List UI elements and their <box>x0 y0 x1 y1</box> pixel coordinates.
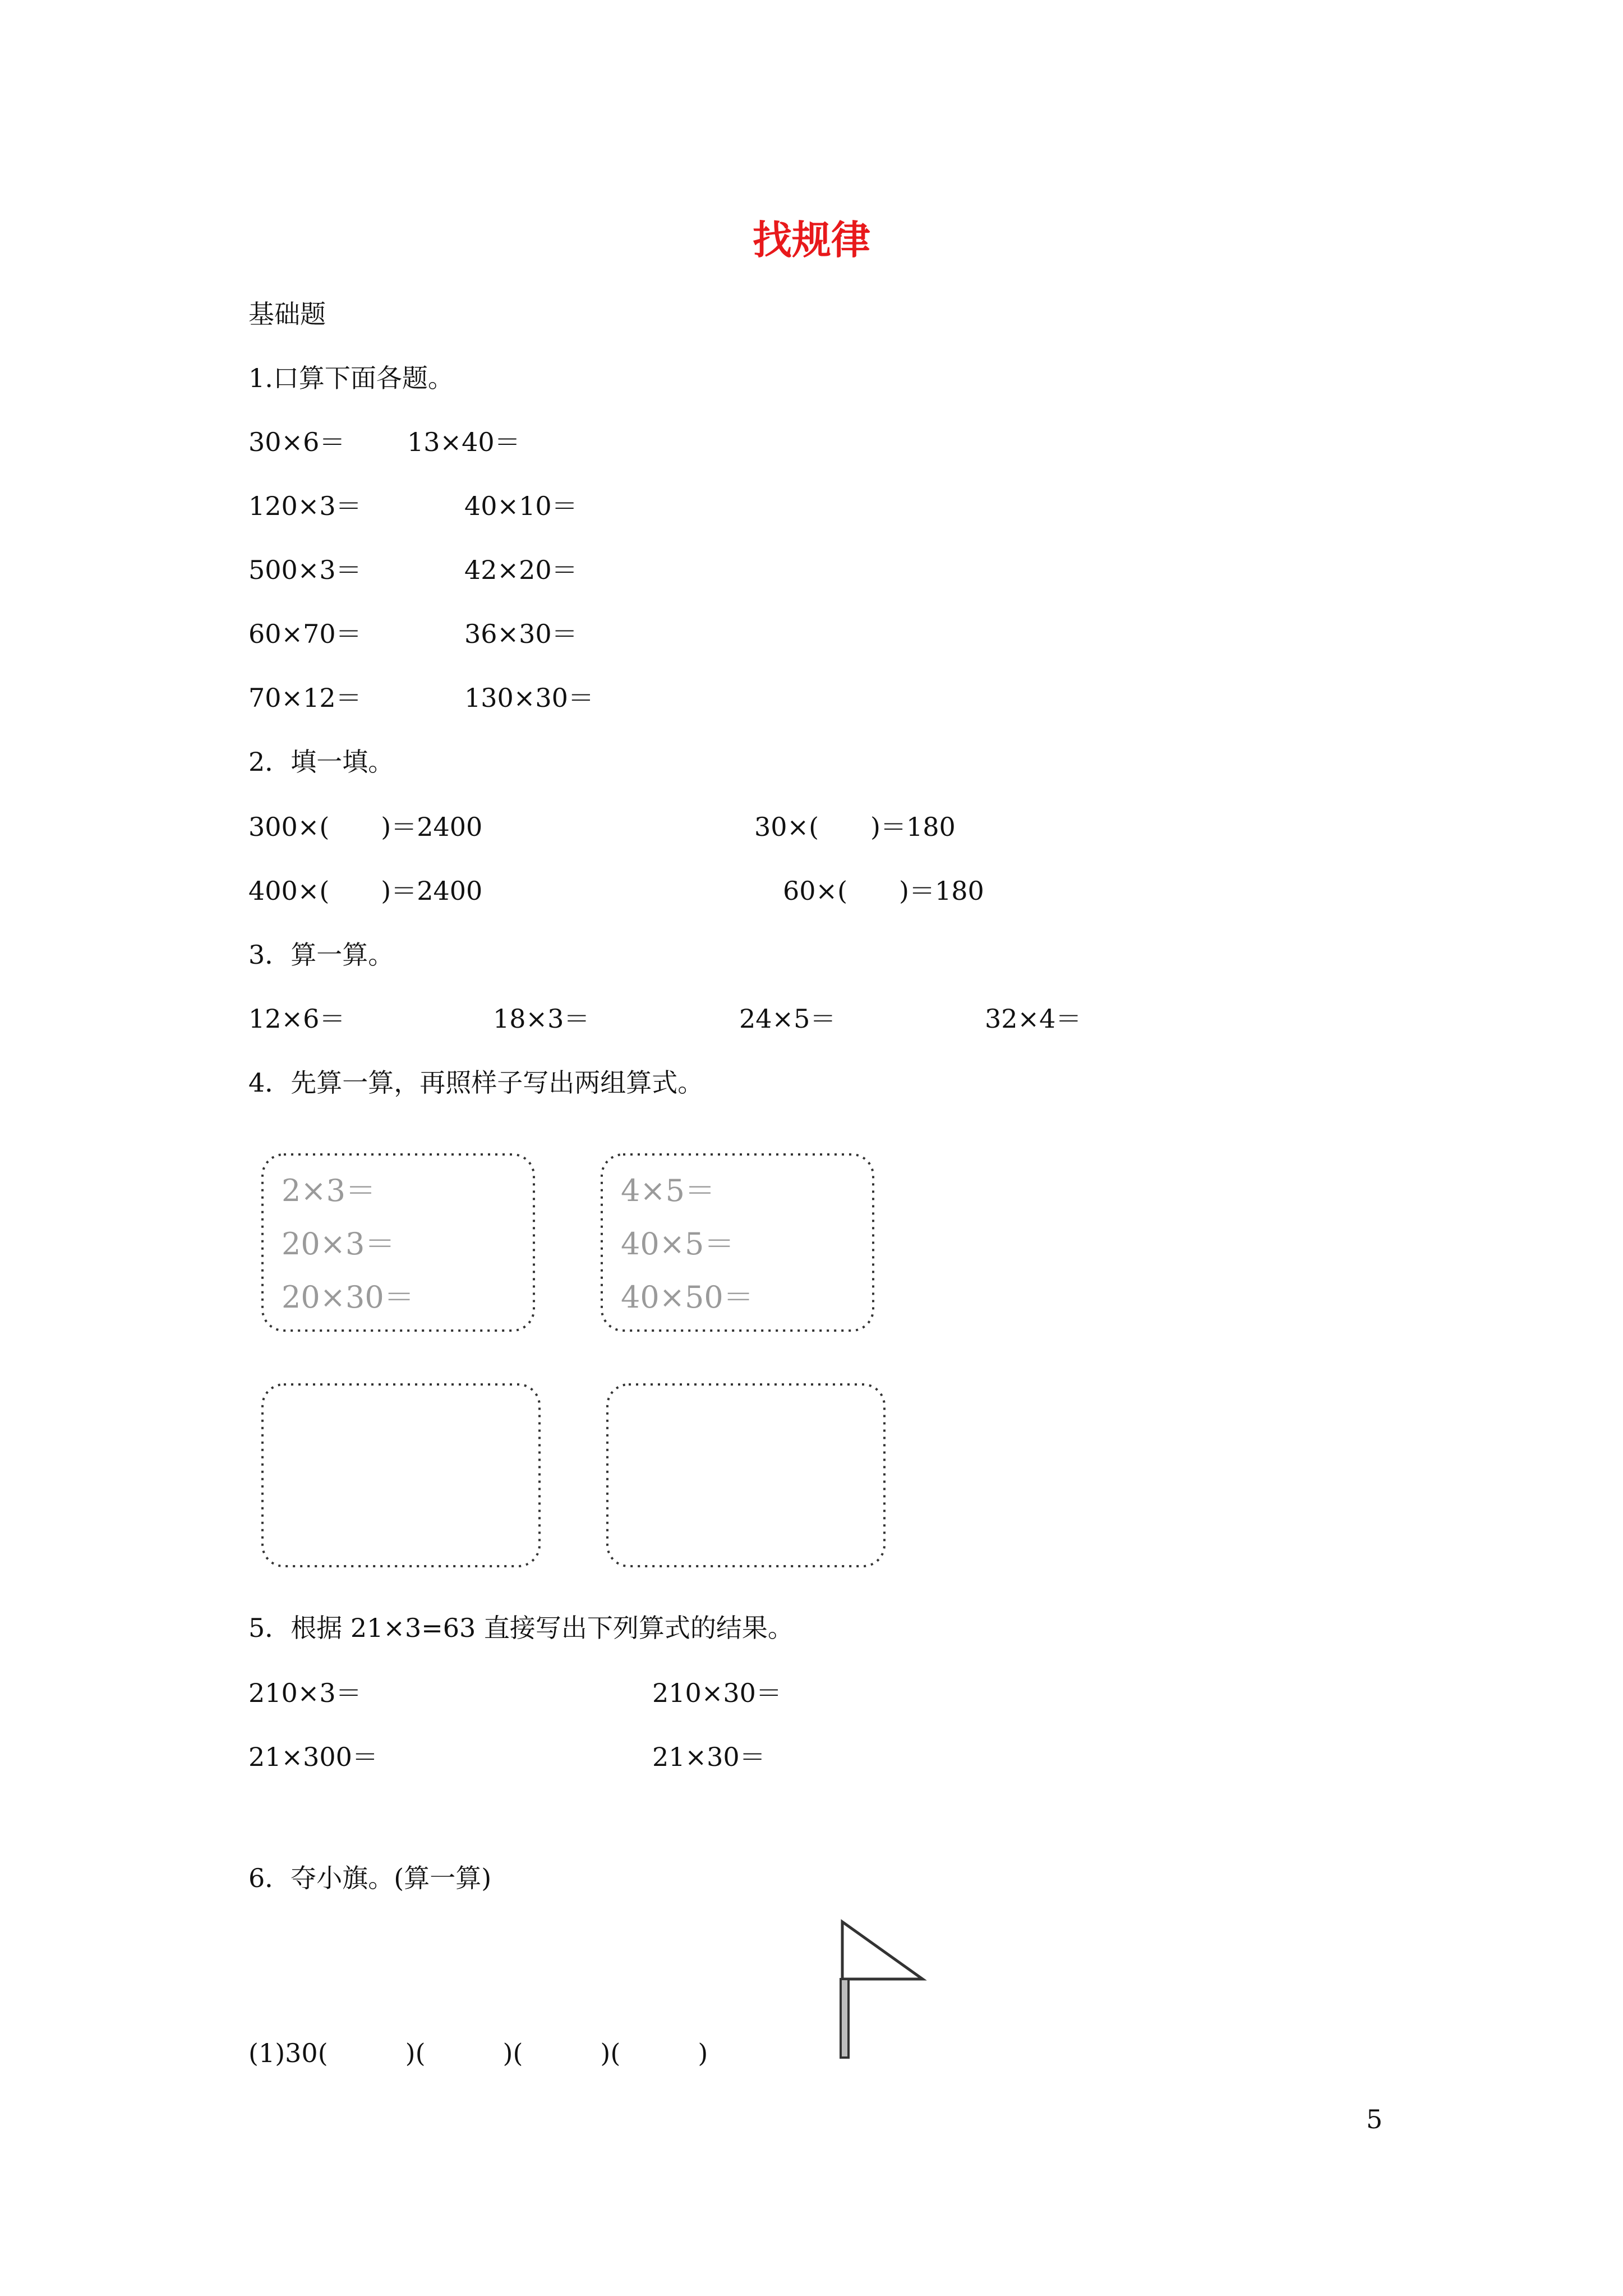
q6-heading: 6．夺小旗。(算一算) <box>248 1863 492 1893</box>
q1-item: 30×6＝ <box>248 427 345 457</box>
q2-item: 60×( )＝180 <box>783 876 984 906</box>
q1-item: 500×3＝ <box>248 555 362 585</box>
q5-item: 21×30＝ <box>652 1742 766 1772</box>
q5-item: 210×3＝ <box>248 1678 362 1708</box>
page-number: 5 <box>1366 2104 1383 2134</box>
example-box-1 <box>258 1150 538 1335</box>
q2-item: 30×( )＝180 <box>754 812 956 842</box>
q3-item: 12×6＝ <box>248 1004 345 1034</box>
q1-item: 70×12＝ <box>248 683 362 713</box>
q1-item: 42×20＝ <box>464 555 578 585</box>
q2-item: 400×( )＝2400 <box>248 876 483 906</box>
q1-item: 13×40＝ <box>407 427 520 457</box>
q3-item: 18×3＝ <box>493 1004 590 1034</box>
q1-item: 40×10＝ <box>464 491 578 521</box>
q4-heading: 4．先算一算，再照样子写出两组算式。 <box>248 1068 704 1098</box>
page-title: 找规律 <box>753 217 870 263</box>
example-box-2 <box>597 1150 878 1335</box>
q3-heading: 3．算一算。 <box>248 940 394 970</box>
q5-heading: 5．根据 21×3=63 直接写出下列算式的结果。 <box>248 1613 794 1643</box>
flag-icon <box>836 1917 937 2063</box>
q1-item: 130×30＝ <box>464 683 594 713</box>
q5-item: 21×300＝ <box>248 1742 378 1772</box>
q3-item: 32×4＝ <box>985 1004 1082 1034</box>
q5-item: 210×30＝ <box>652 1678 782 1708</box>
section-label: 基础题 <box>248 299 326 329</box>
box-line: 2×3＝ <box>282 1173 376 1208</box>
q2-heading: 2．填一填。 <box>248 747 394 777</box>
q2-item: 300×( )＝2400 <box>248 812 483 842</box>
q1-item: 60×70＝ <box>248 619 362 649</box>
box-line: 20×30＝ <box>282 1280 414 1315</box>
dotted-border <box>258 1380 544 1571</box>
q1-item: 120×3＝ <box>248 491 362 521</box>
q3-item: 24×5＝ <box>739 1004 836 1034</box>
dotted-border <box>603 1380 889 1571</box>
q6-line: (1)30( )( )( )( ) <box>248 2038 708 2068</box>
box-line: 40×5＝ <box>621 1226 735 1262</box>
answer-box-1[interactable] <box>258 1380 544 1571</box>
q1-item: 36×30＝ <box>464 619 578 649</box>
answer-box-2[interactable] <box>603 1380 889 1571</box>
q1-heading: 1.口算下面各题。 <box>248 363 454 393</box>
box-line: 40×50＝ <box>621 1280 754 1315</box>
box-line: 20×3＝ <box>282 1226 395 1262</box>
box-line: 4×5＝ <box>621 1173 715 1208</box>
